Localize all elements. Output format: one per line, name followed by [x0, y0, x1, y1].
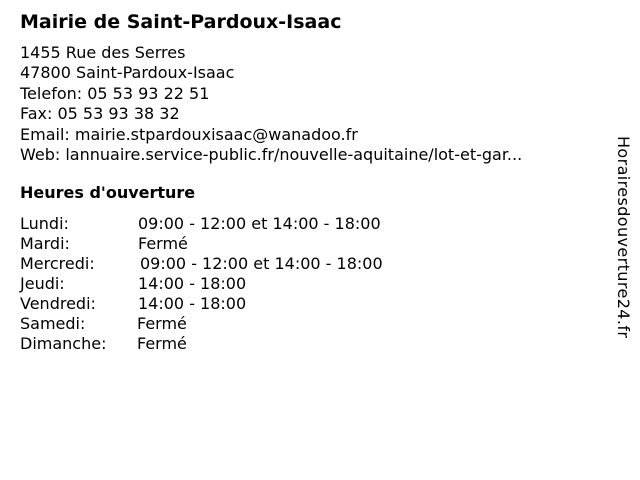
day-label: Mercredi:: [20, 254, 95, 273]
day-hours: Fermé: [138, 234, 188, 253]
page-title: Mairie de Saint-Pardoux-Isaac: [20, 11, 342, 33]
day-label: Mardi:: [20, 234, 70, 253]
day-label: Vendredi:: [20, 294, 96, 313]
day-hours: Fermé: [137, 334, 187, 353]
phone-number: Telefon: 05 53 93 22 51: [20, 83, 210, 103]
city-address: 47800 Saint-Pardoux-Isaac: [20, 63, 235, 83]
site-watermark: Horairesdouverture24.fr: [614, 136, 633, 339]
day-hours: 09:00 - 12:00 et 14:00 - 18:00: [138, 214, 381, 233]
day-hours: 14:00 - 18:00: [138, 294, 247, 313]
day-label: Jeudi:: [20, 274, 65, 293]
web-link: Web: lannuaire.service-public.fr/nouvelle-aquitaine/lot-et-gar...: [20, 145, 523, 165]
fax-number: Fax: 05 53 93 38 32: [20, 104, 180, 124]
day-hours: Fermé: [137, 314, 187, 333]
day-label: Samedi:: [20, 314, 86, 333]
day-label: Lundi:: [20, 214, 69, 233]
contact-info: [20, 43, 522, 165]
day-hours: 09:00 - 12:00 et 14:00 - 18:00: [140, 254, 383, 273]
hours-heading: Heures d'ouverture: [20, 183, 196, 202]
email-address: Email: mairie.stpardouxisaac@wanadoo.fr: [20, 124, 358, 144]
street-address: 1455 Rue des Serres: [20, 43, 186, 62]
day-label: Dimanche:: [20, 334, 107, 353]
day-hours: 14:00 - 18:00: [138, 274, 247, 293]
